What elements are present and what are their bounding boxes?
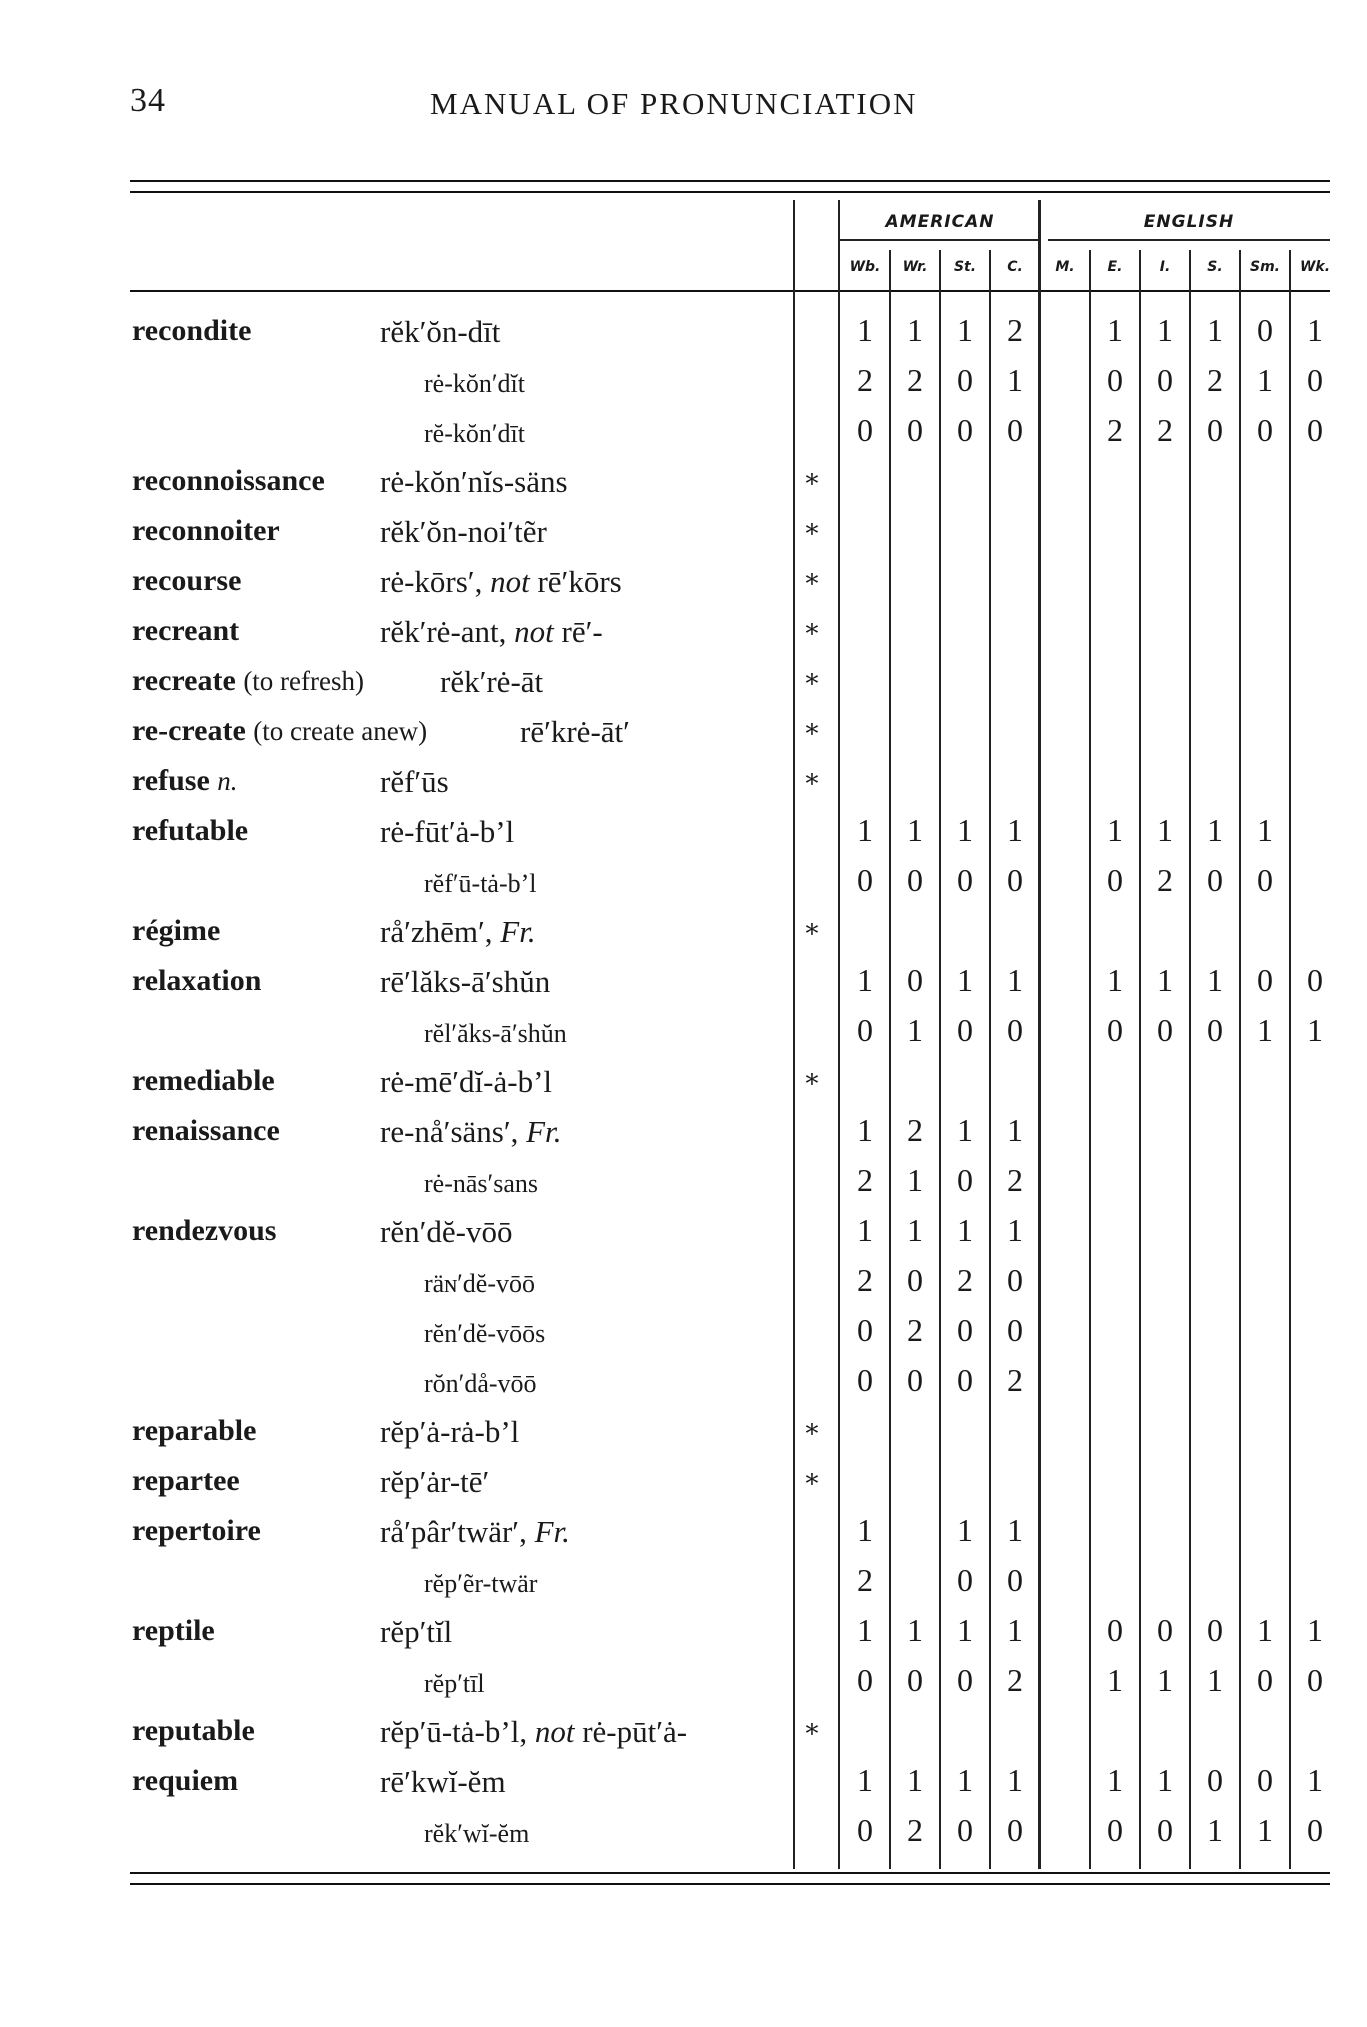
preferred-marker: ∗ [803,1414,821,1443]
preferred-marker: ∗ [803,1714,821,1743]
english-vote: 1 [1257,362,1273,398]
col-header-i: I. [1159,259,1171,275]
american-vote: 1 [907,1612,923,1648]
col-header-sm: Sm. [1250,259,1280,275]
entry-word: reparable [132,1414,257,1447]
col-header-st: St. [953,259,977,275]
american-vote: 2 [1007,312,1023,348]
english-vote: 2 [1207,362,1223,398]
pronunciation: rĕf′ūs [380,764,449,799]
american-vote: 1 [857,962,873,998]
american-vote: 0 [957,1812,973,1848]
american-vote: 0 [907,1262,923,1298]
not-label: not [514,614,554,649]
english-vote: 1 [1257,1612,1273,1648]
english-vote: 1 [1207,962,1223,998]
entry-word: rendezvous [132,1214,277,1247]
english-vote: 1 [1107,312,1123,348]
american-vote: 0 [857,1662,873,1698]
pronunciation: rĕn′dĕ-vōō [380,1214,513,1249]
english-vote: 0 [1307,1812,1323,1848]
pronunciation: re-nå′säns′, Fr. [380,1114,562,1149]
table-row [0,906,1367,956]
group-american: AMERICAN [885,212,995,232]
american-vote: 1 [857,1112,873,1148]
american-vote: 2 [1007,1362,1023,1398]
col-header-s: S. [1207,259,1223,275]
entry-word: re-create (to create anew) [132,714,428,747]
alternate-pronunciation: rĕp′ẽr-twär [424,1569,538,1598]
english-vote: 0 [1307,1662,1323,1698]
table-row [0,706,1367,756]
american-vote: 0 [957,1012,973,1048]
american-vote: 1 [1007,1762,1023,1798]
table-row [0,956,1367,1006]
american-vote: 0 [907,862,923,898]
entry-word: relaxation [132,964,262,997]
pronunciation: rĕp′tĭl [380,1614,453,1649]
english-vote: 0 [1307,362,1323,398]
table-row [0,456,1367,506]
american-vote: 0 [907,962,923,998]
table-row [0,1756,1367,1806]
rejected-pronunciation: rė-pūt′ȧ- [582,1714,688,1749]
english-vote: 1 [1207,312,1223,348]
rejected-pronunciation: rē′- [561,614,603,649]
rejected-pronunciation: rē′kōrs [537,564,622,599]
pronunciation: rå′pâr′twär′, Fr. [380,1514,570,1549]
table-row [0,1556,1367,1606]
header-rule [130,290,1330,292]
american-vote: 1 [857,812,873,848]
american-vote: 1 [957,812,973,848]
table-row [0,806,1367,856]
american-vote: 2 [907,1812,923,1848]
english-vote: 1 [1257,812,1273,848]
american-vote: 1 [907,1212,923,1248]
american-vote: 0 [957,1162,973,1198]
not-label: not [534,1714,575,1749]
col-header-c: C. [1007,259,1023,275]
entry-word: recourse [132,564,242,597]
american-vote: 0 [857,412,873,448]
table-row [0,306,1367,356]
page-number: 34 [130,82,166,119]
american-vote: 1 [907,1762,923,1798]
table-row [0,1206,1367,1256]
american-vote: 0 [957,1362,973,1398]
col-header-wr: Wr. [902,259,928,275]
entry-word: recreant [132,614,240,647]
entry-word: reptile [132,1614,215,1647]
alternate-pronunciation: rĕl′ăks-ā′shŭn [424,1019,567,1048]
pronunciation: rĕp′ȧ-rȧ-b’l [380,1414,520,1449]
american-vote: 0 [907,412,923,448]
preferred-marker: ∗ [803,664,821,693]
alternate-pronunciation: rė-nās′sans [424,1169,538,1198]
table-row [0,556,1367,606]
preferred-marker: ∗ [803,564,821,593]
american-vote: 2 [857,1262,873,1298]
group-english: ENGLISH [1143,212,1235,232]
american-vote: 0 [957,862,973,898]
american-vote: 0 [1007,1262,1023,1298]
english-vote: 0 [1257,862,1273,898]
american-vote: 2 [957,1262,973,1298]
american-vote: 1 [907,1162,923,1198]
english-vote: 0 [1207,1012,1223,1048]
american-vote: 1 [857,312,873,348]
english-vote: 1 [1207,812,1223,848]
preferred-marker: ∗ [803,514,821,543]
american-vote: 1 [857,1762,873,1798]
american-vote: 2 [907,1312,923,1348]
english-vote: 0 [1207,862,1223,898]
table-row [0,356,1367,406]
preferred-marker: ∗ [803,1464,821,1493]
entry-word: requiem [132,1764,239,1797]
english-vote: 0 [1257,412,1273,448]
entry-word: remediable [132,1064,275,1097]
pronunciation: rĕk′ŏn-noi′tẽr [380,514,547,549]
alternate-pronunciation: rĕp′tīl [424,1669,485,1698]
american-vote: 1 [907,1012,923,1048]
entry-word: repartee [132,1464,240,1497]
alternate-pronunciation: rĕf′ū-tȧ-b’l [424,869,537,898]
english-vote: 1 [1107,1762,1123,1798]
american-vote: 1 [1007,362,1023,398]
american-vote: 1 [957,1212,973,1248]
american-vote: 0 [957,412,973,448]
english-vote: 1 [1157,1762,1173,1798]
english-vote: 1 [1157,312,1173,348]
american-vote: 0 [1007,1562,1023,1598]
table-row [0,506,1367,556]
english-vote: 1 [1207,1662,1223,1698]
table-row [0,1056,1367,1106]
american-vote: 1 [957,312,973,348]
english-vote: 0 [1157,362,1173,398]
part-of-speech: n. [217,766,238,796]
not-label: not [490,564,530,599]
english-vote: 0 [1157,1012,1173,1048]
preferred-marker: ∗ [803,464,821,493]
pronunciation: rå′zhēm′, Fr. [380,914,536,949]
table-row [0,606,1367,656]
american-vote: 1 [957,1612,973,1648]
table-row [0,1406,1367,1456]
bottom-rule [130,1872,1330,1874]
table-row [0,756,1367,806]
pronunciation: rē′krė-āt′ [520,714,630,749]
table-row [0,1106,1367,1156]
table-row [0,856,1367,906]
english-vote: 0 [1207,1762,1223,1798]
american-vote: 1 [857,1212,873,1248]
american-vote: 1 [1007,1512,1023,1548]
table-row [0,656,1367,706]
table-row [0,406,1367,456]
american-vote: 0 [1007,1312,1023,1348]
english-vote: 0 [1307,962,1323,998]
alternate-pronunciation: räɴ′dĕ-vōō [424,1269,536,1298]
american-vote: 0 [857,1812,873,1848]
table-row [0,1156,1367,1206]
american-vote: 0 [907,1662,923,1698]
entry-word: reconnoiter [132,514,280,547]
alternate-pronunciation: rĕn′dĕ-vōōs [424,1319,546,1348]
english-vote: 0 [1207,1612,1223,1648]
english-vote: 1 [1107,1662,1123,1698]
american-vote: 0 [1007,1012,1023,1048]
table-row [0,1606,1367,1656]
american-vote: 1 [957,962,973,998]
col-header-e: E. [1107,259,1123,275]
english-vote: 1 [1157,812,1173,848]
american-vote: 2 [857,1562,873,1598]
american-vote: 0 [857,1362,873,1398]
american-vote: 1 [907,312,923,348]
entry-word: reputable [132,1714,255,1747]
pronunciation: rĕk′rė-ant, not rē′- [380,614,603,649]
american-vote: 1 [857,1612,873,1648]
english-vote: 1 [1157,962,1173,998]
american-vote: 2 [1007,1162,1023,1198]
group-english-rule [1048,239,1330,241]
american-vote: 1 [857,1512,873,1548]
american-vote: 2 [857,1162,873,1198]
bottom-rule-2 [130,1883,1330,1885]
american-vote: 1 [1007,1612,1023,1648]
pronunciation: rĕp′ū-tȧ-b’l, not rė-pūt′ȧ- [380,1714,688,1749]
pronunciation: rĕp′ȧr-tē′ [380,1464,490,1499]
table-row [0,1256,1367,1306]
col-header-m: M. [1055,259,1075,275]
pronunciation: rė-mē′dĭ-ȧ-b’l [380,1064,553,1099]
american-vote: 0 [857,862,873,898]
american-vote: 1 [1007,1112,1023,1148]
alternate-pronunciation: rė-kŏn′dĭt [424,369,525,398]
col-header-wk: Wk. [1299,259,1331,275]
american-vote: 2 [907,362,923,398]
american-vote: 0 [907,1362,923,1398]
english-vote: 0 [1257,962,1273,998]
pronunciation: rē′kwĭ-ĕm [380,1764,506,1799]
english-vote: 0 [1107,362,1123,398]
english-vote: 1 [1157,1662,1173,1698]
table-row [0,1806,1367,1856]
american-vote: 1 [907,812,923,848]
pronunciation: rē′lăks-ā′shŭn [380,964,551,999]
language-label: Fr. [526,1114,562,1149]
english-vote: 2 [1157,412,1173,448]
american-vote: 1 [1007,962,1023,998]
entry-word: repertoire [132,1514,261,1547]
preferred-marker: ∗ [803,764,821,793]
english-vote: 1 [1307,1762,1323,1798]
table-row [0,1356,1367,1406]
english-vote: 0 [1257,312,1273,348]
english-vote: 0 [1107,1812,1123,1848]
entry-word: recreate (to refresh) [132,664,364,697]
alternate-pronunciation: rĕ-kŏn′dīt [424,419,525,448]
table-row [0,1456,1367,1506]
col-header-wb: Wb. [849,259,881,275]
english-vote: 2 [1157,862,1173,898]
table-row [0,1306,1367,1356]
entry-word: refutable [132,814,249,847]
pronunciation: rė-fūt′ȧ-b’l [380,814,515,849]
english-vote: 2 [1107,412,1123,448]
english-vote: 1 [1107,812,1123,848]
american-vote: 0 [1007,1812,1023,1848]
american-vote: 1 [1007,1212,1023,1248]
entry-word: refuse n. [132,764,238,797]
english-vote: 1 [1307,1012,1323,1048]
alternate-pronunciation: rĕk′wĭ-ĕm [424,1819,530,1848]
american-vote: 1 [957,1112,973,1148]
american-vote: 1 [1007,812,1023,848]
american-vote: 0 [1007,862,1023,898]
alternate-pronunciation: rŏn′då-vōō [424,1369,537,1398]
english-vote: 1 [1307,1612,1323,1648]
american-vote: 0 [957,1312,973,1348]
american-vote: 0 [957,1562,973,1598]
pronunciation: rė-kŏn′nĭs-säns [380,464,568,499]
preferred-marker: ∗ [803,714,821,743]
american-vote: 0 [957,1662,973,1698]
table-row [0,1656,1367,1706]
english-vote: 0 [1157,1812,1173,1848]
english-vote: 0 [1257,1762,1273,1798]
entry-word: régime [132,914,221,947]
preferred-marker: ∗ [803,914,821,943]
top-rule [130,180,1330,182]
english-vote: 1 [1257,1812,1273,1848]
preferred-marker: ∗ [803,1064,821,1093]
entry-note: (to create anew) [253,716,428,746]
american-vote: 0 [957,362,973,398]
table-row [0,1506,1367,1556]
american-vote: 1 [957,1762,973,1798]
american-vote: 2 [907,1112,923,1148]
preferred-marker: ∗ [803,614,821,643]
entry-note: (to refresh) [243,666,364,696]
english-vote: 1 [1307,312,1323,348]
entry-word: renaissance [132,1114,280,1147]
english-vote: 0 [1107,1612,1123,1648]
american-vote: 2 [1007,1662,1023,1698]
pronunciation: rĕk′rė-āt [440,664,544,699]
english-vote: 0 [1107,1012,1123,1048]
top-rule-2 [130,191,1330,193]
english-vote: 0 [1257,1662,1273,1698]
language-label: Fr. [534,1514,570,1549]
american-vote: 0 [857,1312,873,1348]
english-vote: 0 [1157,1612,1173,1648]
english-vote: 0 [1107,862,1123,898]
table-row [0,1706,1367,1756]
american-vote: 0 [857,1012,873,1048]
english-vote: 0 [1307,412,1323,448]
entry-word: recondite [132,314,252,347]
english-vote: 1 [1257,1012,1273,1048]
running-title: MANUAL OF PRONUNCIATION [430,86,918,121]
english-vote: 1 [1207,1812,1223,1848]
pronunciation: rė-kōrs′, not rē′kōrs [380,564,622,599]
english-vote: 0 [1207,412,1223,448]
american-vote: 1 [957,1512,973,1548]
pronunciation: rĕk′ŏn-dīt [380,314,501,349]
table-row [0,1006,1367,1056]
entry-word: reconnoissance [132,464,325,497]
american-vote: 0 [1007,412,1023,448]
american-vote: 2 [857,362,873,398]
group-american-rule [840,239,1040,241]
language-label: Fr. [500,914,536,949]
english-vote: 1 [1107,962,1123,998]
